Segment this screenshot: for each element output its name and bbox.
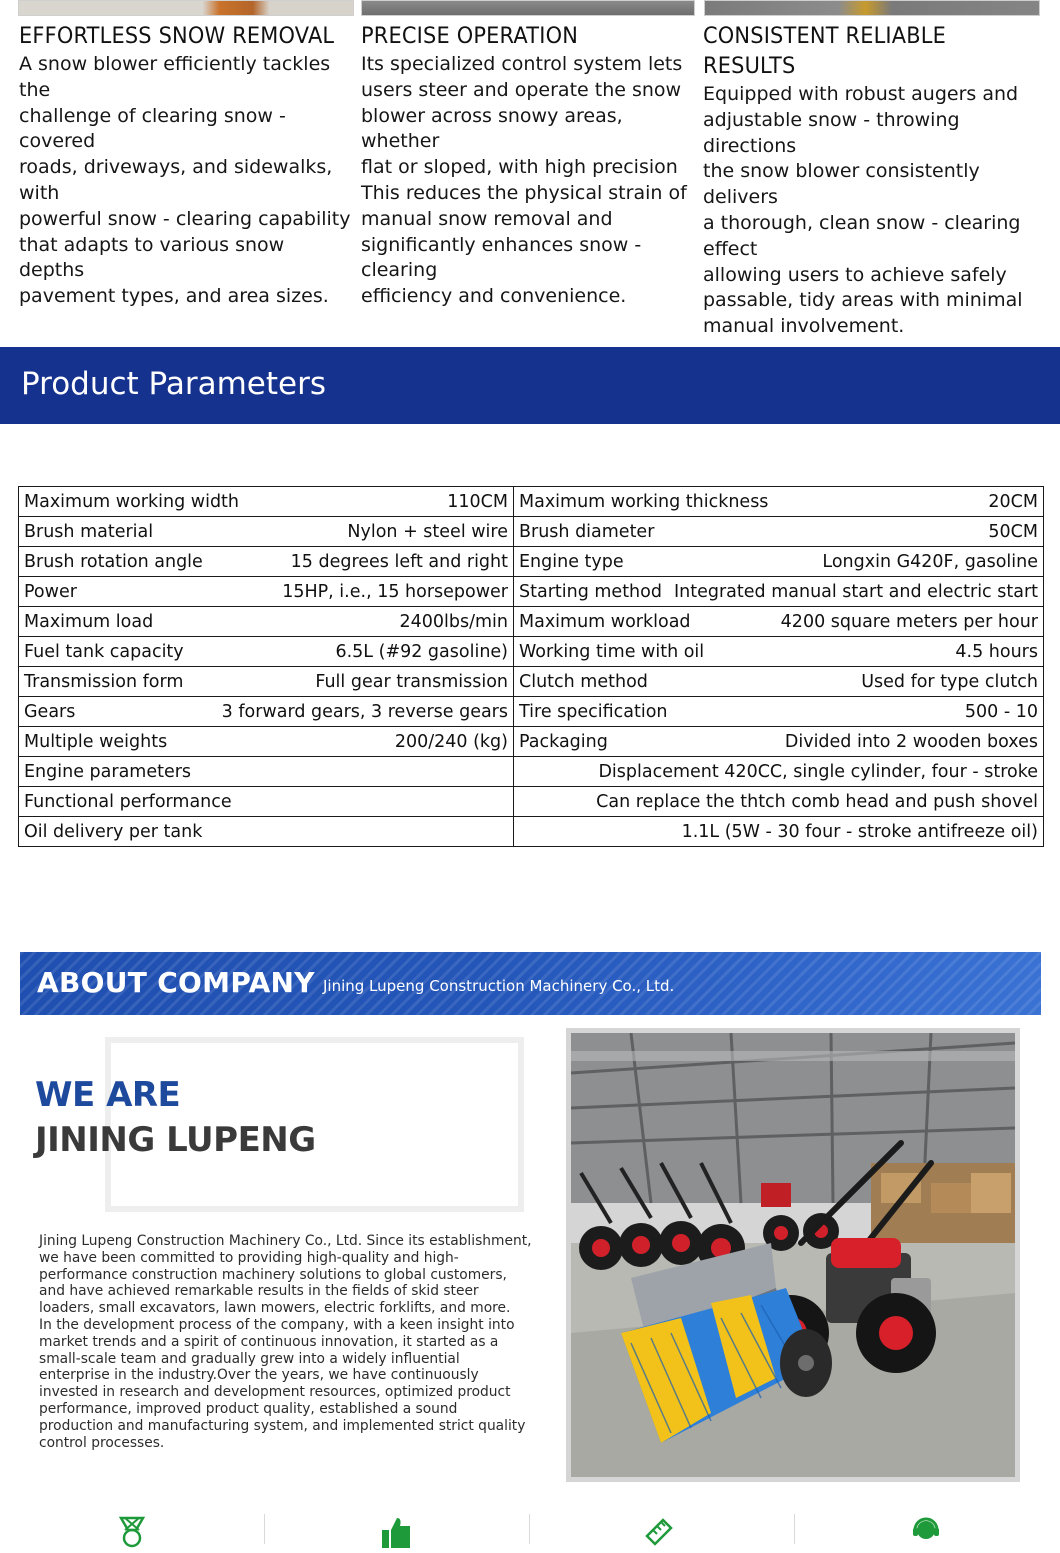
feature-image-precise-operation — [361, 0, 695, 16]
feature-icons-row — [0, 1512, 1060, 1544]
parameter-cell — [19, 727, 514, 757]
parameter-value: 500 - 10 — [964, 701, 1038, 722]
parameter-row — [19, 607, 1044, 637]
about-banner-subtitle: Jining Lupeng Construction Machinery Co., Ltd. — [323, 977, 675, 995]
parameter-cell — [514, 637, 1044, 667]
parameter-cell — [19, 517, 514, 547]
section-title: Product Parameters — [21, 366, 326, 402]
parameter-label: Maximum load — [24, 611, 154, 632]
parameter-value: 1.1L (5W - 30 four - stroke antifreeze oil) — [514, 817, 1044, 847]
about-banner-title: ABOUT COMPANY — [37, 966, 315, 999]
parameter-value: 4200 square meters per hour — [780, 611, 1038, 632]
parameters-table — [18, 486, 1044, 847]
parameter-row — [19, 757, 1044, 787]
parameter-row — [19, 697, 1044, 727]
parameter-row — [19, 487, 1044, 517]
parameter-cell — [514, 607, 1044, 637]
feature-reliable-results — [703, 22, 1055, 340]
icon-divider — [794, 1514, 795, 1544]
parameter-value: 2400lbs/min — [399, 611, 508, 632]
parameter-value: 50CM — [988, 521, 1038, 542]
feature-image-reliable-results — [704, 0, 1040, 16]
icon-divider — [529, 1514, 530, 1544]
parameter-value: Full gear transmission — [315, 671, 508, 692]
parameter-label: Maximum working width — [24, 491, 239, 512]
parameter-value: 110CM — [447, 491, 508, 512]
parameter-row — [19, 637, 1044, 667]
thumbs-up-icon — [380, 1516, 412, 1548]
parameter-row — [19, 727, 1044, 757]
parameter-label: Tire specification — [519, 701, 668, 722]
edit-tools-icon — [643, 1516, 675, 1548]
feature-image-snow-removal — [18, 0, 354, 16]
parameter-cell — [514, 727, 1044, 757]
parameter-value: Nylon + steel wire — [347, 521, 508, 542]
parameter-value: 15HP, i.e., 15 horsepower — [282, 581, 508, 602]
parameter-cell — [19, 697, 514, 727]
parameter-value: 20CM — [988, 491, 1038, 512]
parameter-label: Transmission form — [24, 671, 184, 692]
parameter-value: 6.5L (#92 gasoline) — [335, 641, 508, 662]
parameter-row — [19, 667, 1044, 697]
feature-title: PRECISE OPERATION — [361, 24, 579, 49]
about-company-banner — [20, 952, 1041, 1015]
parameter-row — [19, 787, 1044, 817]
parameter-value: Longxin G420F, gasoline — [822, 551, 1038, 572]
parameter-cell — [514, 667, 1044, 697]
parameter-label: Packaging — [519, 731, 608, 752]
customer-service-icon — [910, 1516, 942, 1548]
parameter-cell — [19, 637, 514, 667]
parameter-label: Engine parameters — [19, 757, 514, 787]
product-photo — [566, 1028, 1020, 1482]
parameter-cell — [514, 697, 1044, 727]
parameter-value: Can replace the thtch comb head and push shovel — [514, 787, 1044, 817]
parameter-label: Oil delivery per tank — [19, 817, 514, 847]
parameter-label: Fuel tank capacity — [24, 641, 184, 662]
parameter-value: Displacement 420CC, single cylinder, four - stroke — [514, 757, 1044, 787]
parameter-cell — [19, 607, 514, 637]
parameter-row — [19, 517, 1044, 547]
parameter-row — [19, 547, 1044, 577]
parameter-row — [19, 817, 1044, 847]
parameter-label: Starting method — [519, 581, 662, 602]
parameters-table-body — [19, 487, 1044, 847]
icon-divider — [264, 1514, 265, 1544]
certificate-icon — [116, 1516, 148, 1548]
company-paragraph-2: In the development process of the company, with a keen insight into market trends and a spirit of continuous innovation, it started as a small-scale team and gradually grew into a widely influential enterprise in the industry.Over the years, we have continuously invested in research and development resources, optimized product performance, improved product quality, established a sound production and manufacturing system, and implemented strict quality control processes. — [39, 1316, 526, 1451]
parameter-value: Divided into 2 wooden boxes — [784, 731, 1038, 752]
company-description — [39, 1233, 534, 1451]
parameter-label: Brush material — [24, 521, 154, 542]
feature-title: EFFORTLESS SNOW REMOVAL — [19, 24, 335, 49]
parameter-value: Integrated manual start and electric start — [674, 581, 1038, 602]
parameter-value: 4.5 hours — [955, 641, 1038, 662]
parameter-label: Gears — [24, 701, 76, 722]
parameter-label: Engine type — [519, 551, 624, 572]
product-parameters-banner — [0, 347, 1060, 424]
sweeper-illustration — [571, 1033, 1015, 1477]
parameter-cell — [19, 667, 514, 697]
parameter-cell — [19, 577, 514, 607]
feature-title: CONSISTENT RELIABLE RESULTS — [703, 24, 947, 79]
parameter-label: Brush diameter — [519, 521, 655, 542]
parameter-label: Working time with oil — [519, 641, 705, 662]
parameter-label: Power — [24, 581, 77, 602]
parameter-row — [19, 577, 1044, 607]
parameter-cell — [514, 547, 1044, 577]
parameter-label: Maximum working thickness — [519, 491, 769, 512]
parameter-value: 200/240 (kg) — [394, 731, 508, 752]
parameter-cell — [514, 577, 1044, 607]
parameter-cell — [19, 487, 514, 517]
feature-snow-removal — [19, 22, 354, 310]
company-paragraph-1: Jining Lupeng Construction Machinery Co., Ltd. Since its establishment, we have been committed to providing high-quality and high-performance construction machinery solutions to global customers, and have achieved remarkable results in the fields of skid steer loaders, small excavators, lawn mowers, electric forklifts, and more. — [39, 1233, 532, 1317]
we-are-heading: WE ARE — [35, 1075, 181, 1115]
parameter-cell — [514, 487, 1044, 517]
parameter-label: Functional performance — [19, 787, 514, 817]
parameter-label: Clutch method — [519, 671, 648, 692]
parameter-cell — [514, 517, 1044, 547]
feature-description: A snow blower efficiently tackles the challenge of clearing snow - covered roads, driveways, and sidewalks, with powerful snow - clearing capability that adapts to various snow depths pavement types, and area sizes. — [19, 53, 351, 308]
feature-precise-operation — [361, 22, 701, 310]
feature-description: Equipped with robust augers and adjustable snow - throwing directions the snow blower consistently delivers a thorough, clean snow - clearing effect allowing users to achieve safely passable, tidy areas with minimal manual involvement. — [703, 83, 1023, 338]
parameter-value: 15 degrees left and right — [290, 551, 508, 572]
parameter-label: Maximum workload — [519, 611, 691, 632]
company-name-heading: JINING LUPENG — [35, 1120, 316, 1160]
feature-description: Its specialized control system lets users steer and operate the snow blower across snowy areas, whether flat or sloped, with high precision This reduces the physical strain of manual snow removal and significantly enhances snow - clearing efficiency and convenience. — [361, 53, 687, 308]
parameter-label: Brush rotation angle — [24, 551, 203, 572]
parameter-label: Multiple weights — [24, 731, 168, 752]
parameter-value: 3 forward gears, 3 reverse gears — [221, 701, 508, 722]
parameter-cell — [19, 547, 514, 577]
parameter-value: Used for type clutch — [861, 671, 1038, 692]
